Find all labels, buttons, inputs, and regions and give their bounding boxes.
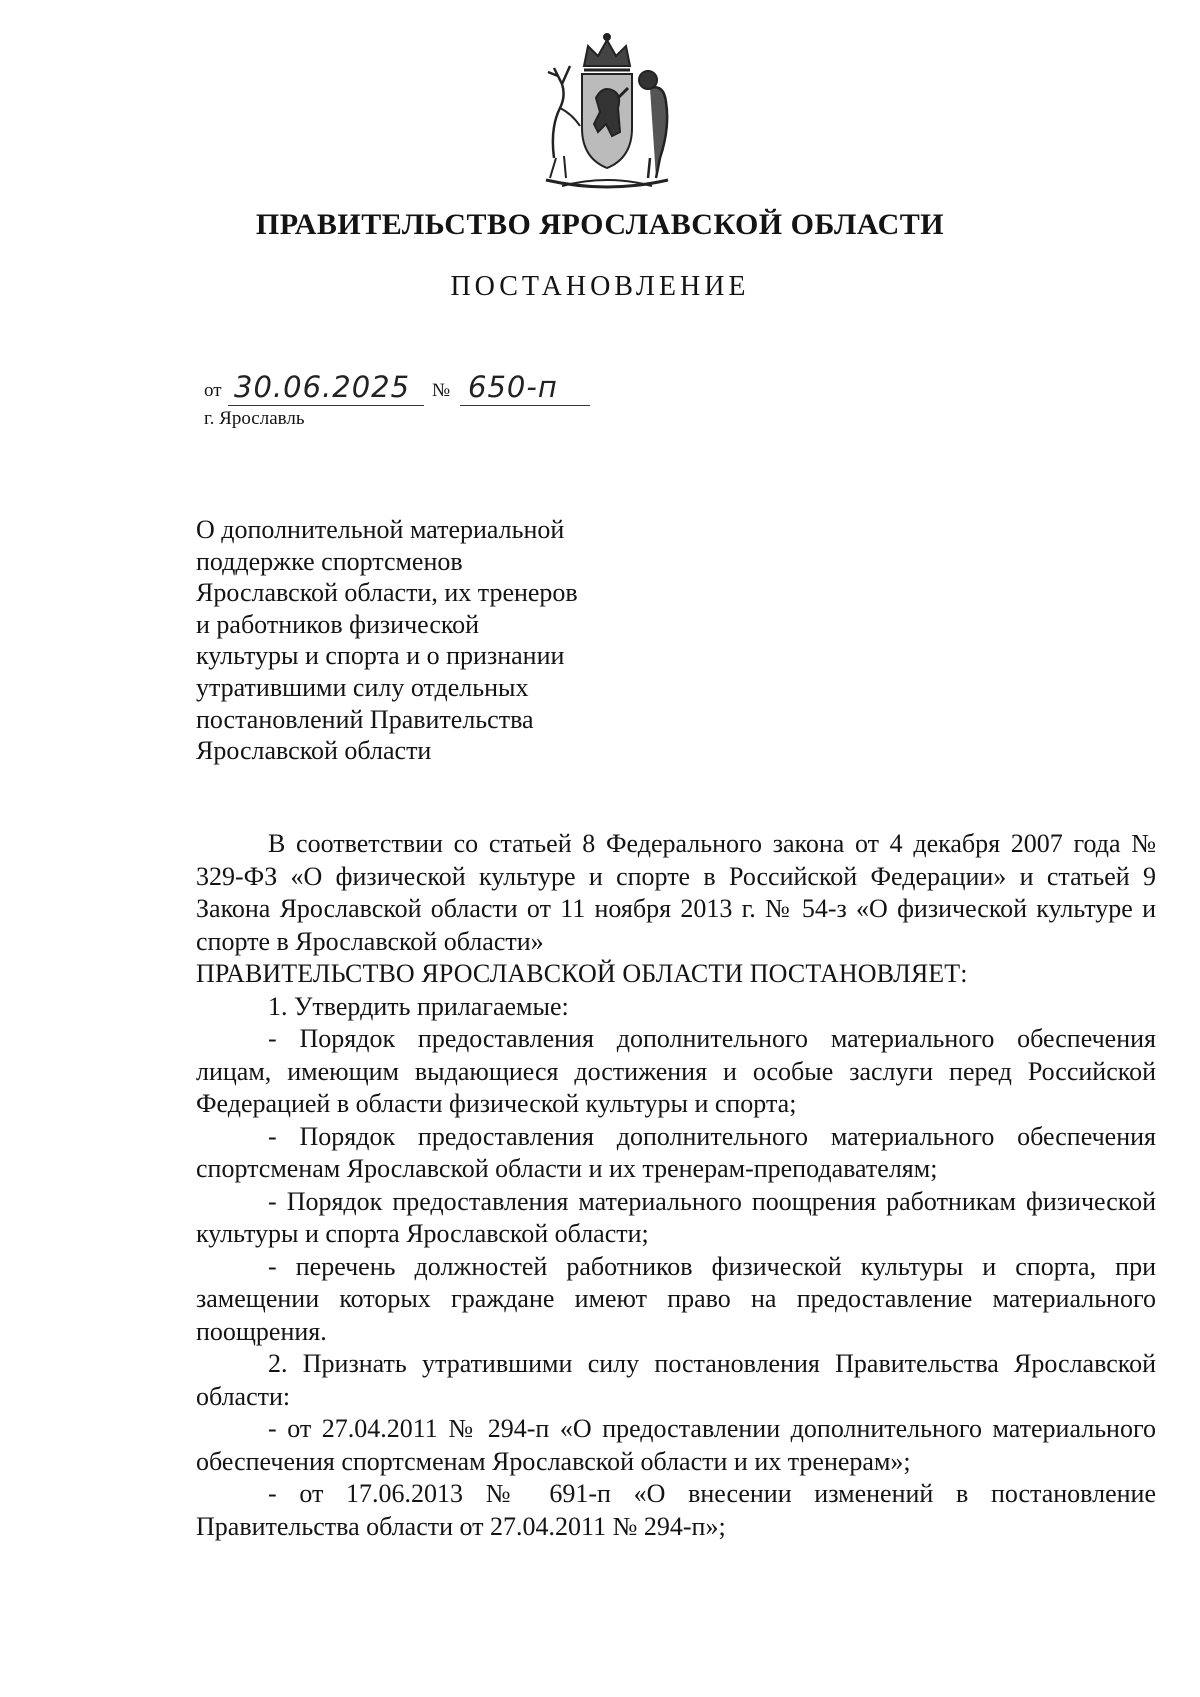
subject-line: культуры и спорта и о признании: [196, 641, 565, 671]
date-underline: [228, 405, 424, 406]
document-date: 30.06.2025: [234, 370, 411, 404]
item-2-b: - от 17.06.2013 № 691-п «О внесении изменений в постановление Правительства области от 27.04.2011 № 294-п»;: [196, 1479, 1156, 1541]
preamble-paragraph: В соответствии со статьей 8 Федерального закона от 4 декабря 2007 года № 329-ФЗ «О физической культуре и спорте в Российской Федерации» и статьей 9 Закона Ярославской области от 11 ноября 2013 г. № 54-з «О физической культуре и спорте в Ярославской области»: [196, 829, 1156, 956]
document-body: [196, 828, 1156, 1543]
subject-line: Ярославской области, их тренеров: [196, 578, 578, 608]
item-1: 1. Утвердить прилагаемые:: [268, 991, 569, 1021]
item-1-a: - Порядок предоставления дополнительного материального обеспечения лицам, имеющим выдающиеся достижения и особые заслуги перед Российской Федерацией в области физической культуры и спорта;: [196, 1024, 1156, 1118]
item-2: 2. Признать утратившими силу постановления Правительства Ярославской области:: [196, 1349, 1156, 1411]
resolution-heading: ПРАВИТЕЛЬСТВО ЯРОСЛАВСКОЙ ОБЛАСТИ ПОСТАНОВЛЯЕТ:: [196, 959, 968, 988]
number-label: №: [432, 380, 451, 401]
document-subject: [196, 514, 676, 767]
item-2-a: - от 27.04.2011 № 294-п «О предоставлении дополнительного материального обеспечения спортсменам Ярославской области и их тренерам»;: [196, 1414, 1156, 1476]
item-1-b: - Порядок предоставления дополнительного материального обеспечения спортсменам Ярославской области и их тренерам-преподавателям;: [196, 1121, 1156, 1183]
subject-line: Ярославской области: [196, 736, 432, 766]
date-prefix: от: [204, 380, 222, 401]
city: г. Ярославль: [204, 408, 305, 429]
subject-line: и работников физической: [196, 609, 480, 639]
subject-line: утратившими силу отдельных: [196, 672, 529, 702]
subject-line: поддержке спортсменов: [196, 546, 463, 576]
coat-of-arms-emblem: [532, 28, 682, 198]
organization-title: ПРАВИТЕЛЬСТВО ЯРОСЛАВСКОЙ ОБЛАСТИ: [255, 208, 945, 241]
document-number: 650-п: [468, 370, 558, 404]
document-type: ПОСТАНОВЛЕНИЕ: [450, 271, 750, 302]
number-underline: [460, 405, 590, 406]
item-1-c: - Порядок предоставления материального поощрения работникам физической культуры и спорта Ярославской области;: [196, 1186, 1156, 1248]
date-number-line: [204, 360, 604, 406]
subject-line: О дополнительной материальной: [196, 515, 565, 544]
item-1-d: - перечень должностей работников физической культуры и спорта, при замещении которых граждане имеют право на предоставление материального поощрения.: [196, 1251, 1156, 1346]
subject-line: постановлений Правительства: [196, 704, 534, 734]
